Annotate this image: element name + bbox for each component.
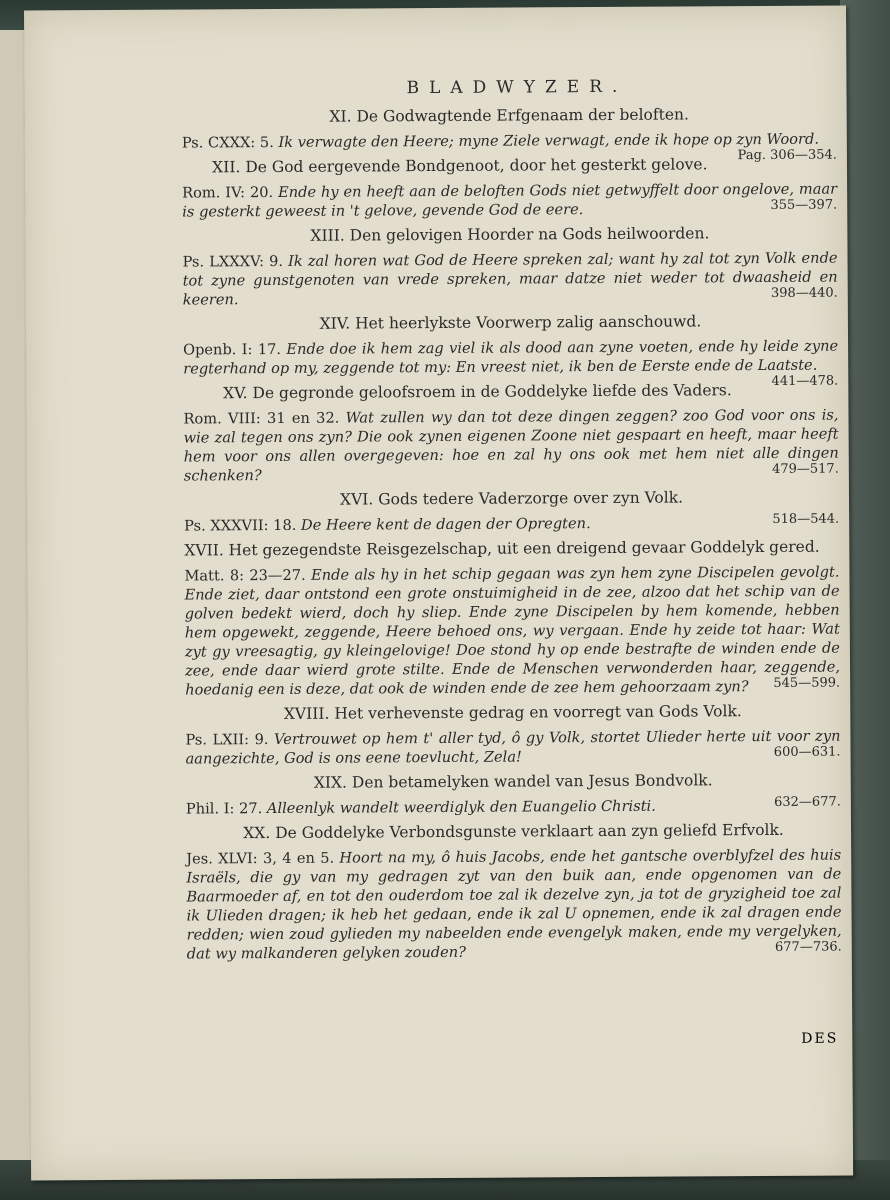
book-page — [24, 5, 853, 1180]
page-range: 441—478. — [771, 373, 839, 389]
sermon-heading: XVIII. Het verhevenste gedrag en voorregt van Gods Volk. — [283, 702, 742, 723]
sermon-entry — [181, 104, 837, 164]
scripture-quote: Ende als hy in het schip gegaan was zyn hem zyne Discipelen gevolgt. Ende ziet, daar ontstond een grote onstuimigheid in de zee, alzoo dat het schip van de golven bedekt wierd, doch hy sliep. Ende zyne Discipelen by hem komende, hebben hem opgewekt, zeggende, Heere behoed ons, wy vergaan. Ende hy zeide tot haar: Wat zyt gy vreesagtig, gy kleingelovige! Doe stond hy op ende bestrafte de winden ende de zee, ende daar wierd grote stilte. Ende de Menschen verwonderden haar, zeggende, hoedanig een is deze, dat ook de winden ende de zee hem gehoorzaam zyn? — [184, 563, 841, 699]
scripture-quote: Vertrouwet op hem t' aller tyd, ô gy Volk, stortet Ulieder herte uit voor zyn aangezichte, God is ons eene toevlucht, Zela! — [185, 727, 841, 768]
sermon-entry — [182, 223, 837, 310]
sermon-heading: XVII. Het gezegendste Reisgezelschap, uit een dreigend gevaar Goddelyk gered. — [184, 537, 820, 560]
scripture-reference: Ps. LXII: 9. — [185, 731, 269, 749]
sermon-entry — [184, 537, 840, 700]
sermon-entry — [184, 487, 839, 536]
page-range: Pag. 306—354. — [737, 147, 837, 164]
sermon-list — [182, 104, 842, 964]
scripture-quote: Ende doe ik hem zag viel ik als dood aan zyne voeten, ende hy leide zyne regterhand op my, zeggende tot my: En vreest niet, ik ben de Eerste ende de Laatste. — [183, 337, 839, 378]
sermon-heading: XIV. Het heerlykste Voorwerp zalig aanschouwd. — [319, 312, 702, 333]
page-range: 632—677. — [774, 794, 841, 810]
scripture-quote: Ik verwagte den Heere; myne Ziele verwagt, ende ik hope op zyn Woord. — [278, 130, 820, 151]
scripture-reference: Phil. I: 27. — [185, 800, 263, 818]
scripture-quote: Ende hy en heeft aan de beloften Gods niet getwyffelt door ongelove, maar is gesterkt geweest in 't gelove, gevende God de eere. — [182, 180, 838, 221]
page-range: 398—440. — [770, 285, 838, 301]
index-content — [181, 76, 841, 969]
scripture-quote: De Heere kent de dagen der Opregten. — [300, 515, 591, 534]
scripture-reference: Rom. VIII: 31 en 32. — [183, 409, 340, 428]
page-range: 545—599. — [773, 675, 841, 691]
scripture-reference: Jes. XLVI: 3, 4 en 5. — [186, 849, 335, 868]
page-range: 355—397. — [770, 197, 838, 213]
sermon-text — [186, 846, 842, 964]
scripture-reference: Ps. XXXVII: 18. — [184, 516, 297, 535]
sermon-text — [183, 406, 838, 486]
scripture-reference: Ps. LXXXV: 9. — [182, 252, 284, 271]
sermon-heading: XII. De God eergevende Bondgenoot, door het gesterkt gelove. — [212, 155, 708, 177]
sermon-entry — [186, 770, 841, 819]
sermon-heading: XX. De Goddelyke Verbondsgunste verklaart aan zyn geliefd Erfvolk. — [243, 820, 784, 843]
scripture-reference: Rom. IV: 20. — [182, 183, 274, 202]
sermon-text — [184, 513, 839, 536]
scripture-quote: Wat zullen wy dan tot deze dingen zeggen? zoo God voor ons is, wie zal tegen ons zyn? Die ook zynen eigenen Zoone niet gespaart en heeft, maar heeft hem voor ons allen overgegeven: hoe en zal hy ons ook met hem niet alle dingen schenken? — [183, 406, 839, 485]
page-title: BLADWYZER. — [406, 76, 628, 99]
sermon-text — [182, 249, 837, 310]
sermon-heading: XI. De Godwagtende Erfgenaam der beloften. — [329, 105, 689, 126]
sermon-entry — [182, 154, 837, 222]
scripture-reference: Openb. I: 17. — [183, 340, 282, 359]
sermon-entry — [185, 701, 840, 769]
sermon-heading: XIII. Den gelovigen Hoorder na Gods heilwoorden. — [310, 224, 710, 245]
sermon-text — [184, 563, 840, 700]
scripture-quote: Ik zal horen wat God de Heere spreken zal; want hy zal tot zyn Volk ende tot zyne gunstgenoten van vrede spreken, maar datze niet weder tot dwaasheid en keeren. — [182, 249, 838, 309]
sermon-text — [181, 130, 837, 164]
sermon-entry — [186, 820, 842, 964]
sermon-heading: XIX. Den betamelyken wandel van Jesus Bondvolk. — [313, 771, 713, 792]
page-range: 518—544. — [772, 511, 840, 527]
scripture-quote: Alleenlyk wandelt weerdiglyk den Euangelio Christi. — [266, 797, 656, 818]
sermon-text — [186, 796, 841, 819]
sermon-text — [185, 727, 840, 769]
scripture-reference: Ps. CXXX: 5. — [181, 133, 274, 152]
sermon-text — [183, 337, 839, 389]
catchword: DES — [801, 1030, 839, 1047]
sermon-text — [182, 180, 837, 222]
scripture-reference: Matt. 8: 23—27. — [184, 566, 306, 585]
sermon-entry — [183, 380, 839, 486]
page-range: 677—736. — [774, 939, 842, 955]
scripture-quote: Hoort na my, ô huis Jacobs, ende het gantsche overblyfzel des huis Israëls, die gy van my gedragen zyt van den buik aan, ende opgenomen van de Baarmoeder af, en tot den ouderdom toe zal ik dezelve zyn, ja tot de gryzigheid toe zal ik Ulieden dragen; ik heb het gedaan, ende ik zal U opnemen, ende ik zal dragen ende redden; wien zoud gylieden my nabeelden ende evengelyk maken, ende my vergelyken, dat wy malkanderen gelyken zouden? — [186, 846, 842, 963]
sermon-entry — [183, 311, 839, 389]
sermon-heading: XV. De gegronde geloofsroem in de Goddelyke liefde des Vaders. — [223, 381, 732, 403]
sermon-heading: XVI. Gods tedere Vaderzorge over zyn Volk. — [339, 488, 684, 509]
page-range: 600—631. — [773, 744, 841, 760]
page-range: 479—517. — [772, 461, 839, 477]
